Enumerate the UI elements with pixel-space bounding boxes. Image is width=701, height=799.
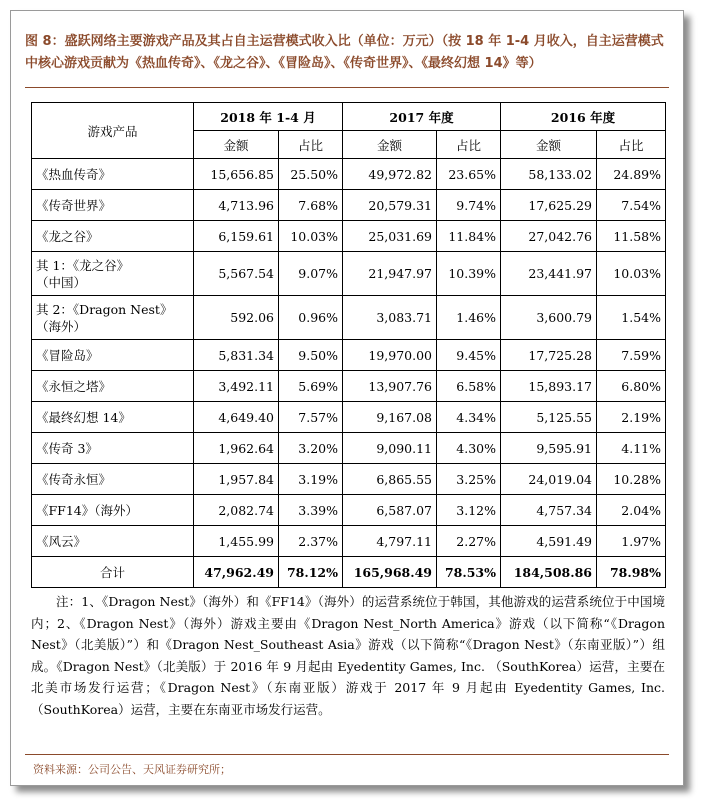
share-cell: 24.89% <box>597 159 666 190</box>
share-cell: 25.50% <box>279 159 343 190</box>
amount-cell: 21,947.97 <box>343 252 437 296</box>
amount-cell: 13,907.76 <box>343 371 437 402</box>
share-cell: 9.45% <box>437 340 501 371</box>
share-cell: 23.65% <box>437 159 501 190</box>
product-name: 《传奇世界》 <box>32 190 194 221</box>
product-name: 《FF14》（海外） <box>32 495 194 526</box>
table-row <box>32 433 666 464</box>
share-cell: 4.34% <box>437 402 501 433</box>
header-amount: 金额 <box>501 131 597 159</box>
amount-cell: 17,725.28 <box>501 340 597 371</box>
share-cell: 9.50% <box>279 340 343 371</box>
amount-cell: 1,962.64 <box>194 433 279 464</box>
table-row <box>32 252 666 296</box>
product-name: 其 1：《龙之谷》 （中国） <box>32 252 194 296</box>
header-share: 占比 <box>279 131 343 159</box>
table-row <box>32 402 666 433</box>
amount-cell: 4,713.96 <box>194 190 279 221</box>
table-row <box>32 340 666 371</box>
header-share: 占比 <box>597 131 666 159</box>
amount-cell: 9,167.08 <box>343 402 437 433</box>
amount-cell: 592.06 <box>194 296 279 340</box>
amount-cell: 165,968.49 <box>343 557 437 588</box>
amount-cell: 4,797.11 <box>343 526 437 557</box>
amount-cell: 184,508.86 <box>501 557 597 588</box>
amount-cell: 24,019.04 <box>501 464 597 495</box>
share-cell: 1.97% <box>597 526 666 557</box>
amount-cell: 23,441.97 <box>501 252 597 296</box>
share-cell: 2.37% <box>279 526 343 557</box>
amount-cell: 3,083.71 <box>343 296 437 340</box>
total-row <box>32 557 666 588</box>
amount-cell: 47,962.49 <box>194 557 279 588</box>
header-row-periods <box>32 103 666 131</box>
share-cell: 2.19% <box>597 402 666 433</box>
amount-cell: 4,649.40 <box>194 402 279 433</box>
product-name: 《风云》 <box>32 526 194 557</box>
share-cell: 10.03% <box>279 221 343 252</box>
share-cell: 11.58% <box>597 221 666 252</box>
amount-cell: 25,031.69 <box>343 221 437 252</box>
amount-cell: 9,595.91 <box>501 433 597 464</box>
share-cell: 7.59% <box>597 340 666 371</box>
amount-cell: 5,567.54 <box>194 252 279 296</box>
amount-cell: 1,455.99 <box>194 526 279 557</box>
share-cell: 3.25% <box>437 464 501 495</box>
header-amount: 金额 <box>194 131 279 159</box>
amount-cell: 4,757.34 <box>501 495 597 526</box>
share-cell: 0.96% <box>279 296 343 340</box>
share-cell: 78.53% <box>437 557 501 588</box>
amount-cell: 49,972.82 <box>343 159 437 190</box>
header-amount: 金额 <box>343 131 437 159</box>
product-name: 《传奇 3》 <box>32 433 194 464</box>
table-body <box>32 103 666 588</box>
share-cell: 7.68% <box>279 190 343 221</box>
source-divider <box>25 754 669 755</box>
share-cell: 6.80% <box>597 371 666 402</box>
amount-cell: 9,090.11 <box>343 433 437 464</box>
share-cell: 3.20% <box>279 433 343 464</box>
table-row <box>32 464 666 495</box>
product-name: 《永恒之塔》 <box>32 371 194 402</box>
amount-cell: 5,831.34 <box>194 340 279 371</box>
share-cell: 78.98% <box>597 557 666 588</box>
amount-cell: 4,591.49 <box>501 526 597 557</box>
table-note: 注：1、《Dragon Nest》（海外）和《FF14》（海外）的运营系统位于韩国，其他游戏的运营系统位于中国境内；2、《Dragon Nest》（海外）游戏主要由《Dragon Nest_North America》游戏（以下简称“《Dragon Nest》（北美版）”）和《Dragon Nest_Southeast Asia》游戏（以下简称“《Dragon Nest》（东南亚版）”）组成。《Dragon Nest》（北美版）于 2016 年 9 月起由 Eyedentity Games, Inc. （SouthKorea）运营，主要在北美市场发行运营；《Dragon Nest》（东南亚版）游戏于 2017 年 9 月起由 Eyedentity Games, Inc.（SouthKorea）运营，主要在东南亚市场发行运营。 <box>31 594 665 717</box>
share-cell: 7.57% <box>279 402 343 433</box>
title-divider <box>25 87 669 88</box>
table-row <box>32 371 666 402</box>
amount-cell: 6,159.61 <box>194 221 279 252</box>
share-cell: 4.11% <box>597 433 666 464</box>
product-name: 《龙之谷》 <box>32 221 194 252</box>
amount-cell: 17,625.29 <box>501 190 597 221</box>
share-cell: 7.54% <box>597 190 666 221</box>
share-cell: 78.12% <box>279 557 343 588</box>
share-cell: 2.27% <box>437 526 501 557</box>
share-cell: 9.74% <box>437 190 501 221</box>
table-row <box>32 296 666 340</box>
amount-cell: 27,042.76 <box>501 221 597 252</box>
amount-cell: 15,656.85 <box>194 159 279 190</box>
figure-title: 图 8：盛跃网络主要游戏产品及其占自主运营模式收入比（单位：万元）（按 18 年 1-4 月收入，自主运营模式中核心游戏贡献为《热血传奇》、《龙之谷》、《冒险岛》、《传奇世界》、《最终幻想 14》等） <box>25 34 664 71</box>
table-row <box>32 526 666 557</box>
share-cell: 4.30% <box>437 433 501 464</box>
header-period-2017: 2017 年度 <box>343 103 501 131</box>
total-label: 合计 <box>32 557 194 588</box>
table-row <box>32 221 666 252</box>
share-cell: 11.84% <box>437 221 501 252</box>
amount-cell: 6,865.55 <box>343 464 437 495</box>
product-name: 《传奇永恒》 <box>32 464 194 495</box>
amount-cell: 20,579.31 <box>343 190 437 221</box>
share-cell: 2.04% <box>597 495 666 526</box>
amount-cell: 15,893.17 <box>501 371 597 402</box>
share-cell: 3.19% <box>279 464 343 495</box>
product-name: 其 2：《Dragon Nest》 （海外） <box>32 296 194 340</box>
table-row <box>32 190 666 221</box>
product-name: 《最终幻想 14》 <box>32 402 194 433</box>
share-cell: 9.07% <box>279 252 343 296</box>
share-cell: 10.28% <box>597 464 666 495</box>
amount-cell: 3,600.79 <box>501 296 597 340</box>
amount-cell: 58,133.02 <box>501 159 597 190</box>
product-name: 《冒险岛》 <box>32 340 194 371</box>
share-cell: 1.54% <box>597 296 666 340</box>
amount-cell: 5,125.55 <box>501 402 597 433</box>
header-product: 游戏产品 <box>32 103 194 159</box>
header-period-2016: 2016 年度 <box>501 103 666 131</box>
table-row <box>32 159 666 190</box>
amount-cell: 2,082.74 <box>194 495 279 526</box>
amount-cell: 3,492.11 <box>194 371 279 402</box>
header-share: 占比 <box>437 131 501 159</box>
share-cell: 10.03% <box>597 252 666 296</box>
document-page <box>10 10 684 786</box>
amount-cell: 6,587.07 <box>343 495 437 526</box>
share-cell: 6.58% <box>437 371 501 402</box>
share-cell: 5.69% <box>279 371 343 402</box>
product-name: 《热血传奇》 <box>32 159 194 190</box>
share-cell: 10.39% <box>437 252 501 296</box>
share-cell: 1.46% <box>437 296 501 340</box>
table-row <box>32 495 666 526</box>
revenue-table <box>31 102 666 588</box>
data-source: 资料来源：公司公告、天风证券研究所； <box>33 763 231 776</box>
share-cell: 3.12% <box>437 495 501 526</box>
header-period-2018: 2018 年 1-4 月 <box>194 103 343 131</box>
amount-cell: 1,957.84 <box>194 464 279 495</box>
share-cell: 3.39% <box>279 495 343 526</box>
amount-cell: 19,970.00 <box>343 340 437 371</box>
